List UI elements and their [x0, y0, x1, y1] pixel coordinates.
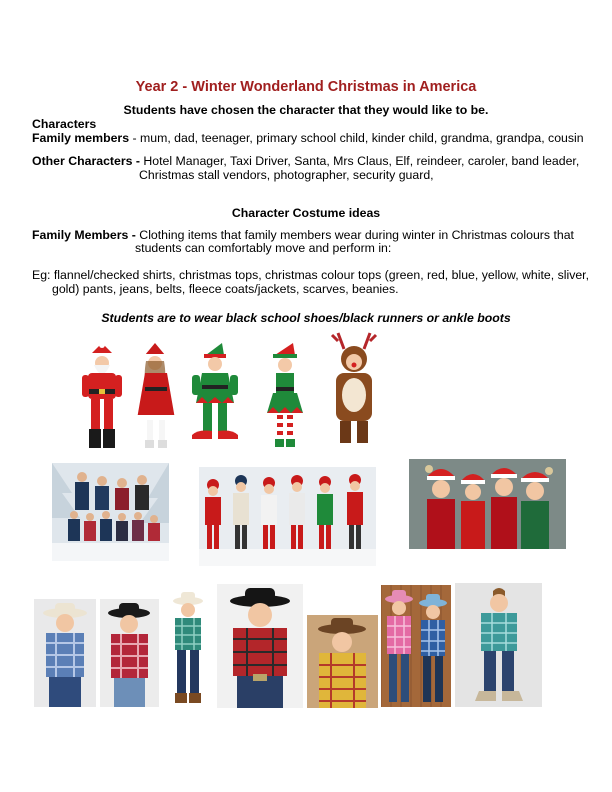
characters-heading: Characters: [32, 117, 97, 131]
cowboy-teal-plaid-image: [455, 583, 542, 707]
reindeer-costume-image: [328, 327, 380, 448]
cowboy-yellow-plaid-image: [307, 615, 378, 708]
shoes-note: Students are to wear black school shoes/black runners or ankle boots: [101, 311, 511, 325]
family-costume-text-2: students can comfortably move and perform in:: [135, 241, 392, 255]
intro-text: Students have chosen the character that they would like to be.: [123, 103, 489, 117]
elf-girl-costume-image: [263, 343, 307, 448]
cowboy-blue-plaid-image: [34, 599, 96, 707]
other-characters-line: [32, 154, 579, 169]
cowboy-green-plaid-image: [167, 589, 209, 705]
family-in-santa-hats-image: [409, 459, 566, 549]
children-in-winter-outfits-image: [199, 467, 376, 566]
family-members-line: [32, 131, 584, 146]
cowgirl-red-plaid-image: [100, 599, 159, 707]
family-costume-label: Family Members -: [32, 228, 136, 242]
cowboy-red-plaid-black-hat-image: [217, 584, 303, 708]
mrs-claus-costume-image: [133, 343, 179, 448]
examples-line-1: Eg: flannel/checked shirts, christmas tops, christmas colour tops (green, red, blue, yellow, white, sliver,: [32, 268, 590, 282]
family-members-text: - mum, dad, teenager, primary school child, kinder child, grandma, grandpa, cousin: [129, 131, 584, 145]
santa-costume-image: [78, 343, 126, 448]
elf-boy-costume-image: [188, 343, 242, 448]
kids-pink-and-blue-plaid-image: [381, 585, 451, 707]
family-in-snow-image: [52, 463, 169, 561]
family-members-label: Family members: [32, 131, 130, 145]
costume-heading: Character Costume ideas: [231, 206, 381, 220]
other-characters-label: Other Characters -: [32, 154, 140, 168]
examples-line-2: gold) pants, jeans, belts, fleece coats/jackets, scarves, beanies.: [52, 282, 399, 296]
other-characters-text-2: Christmas stall vendors, photographer, security guard,: [139, 168, 434, 182]
page-title: Year 2 - Winter Wonderland Christmas in America: [135, 79, 477, 95]
family-costume-text-1: Clothing items that family members wear during winter in Christmas colours that: [135, 228, 574, 242]
other-characters-text-1: Hotel Manager, Taxi Driver, Santa, Mrs Claus, Elf, reindeer, caroler, band leader,: [139, 154, 580, 168]
